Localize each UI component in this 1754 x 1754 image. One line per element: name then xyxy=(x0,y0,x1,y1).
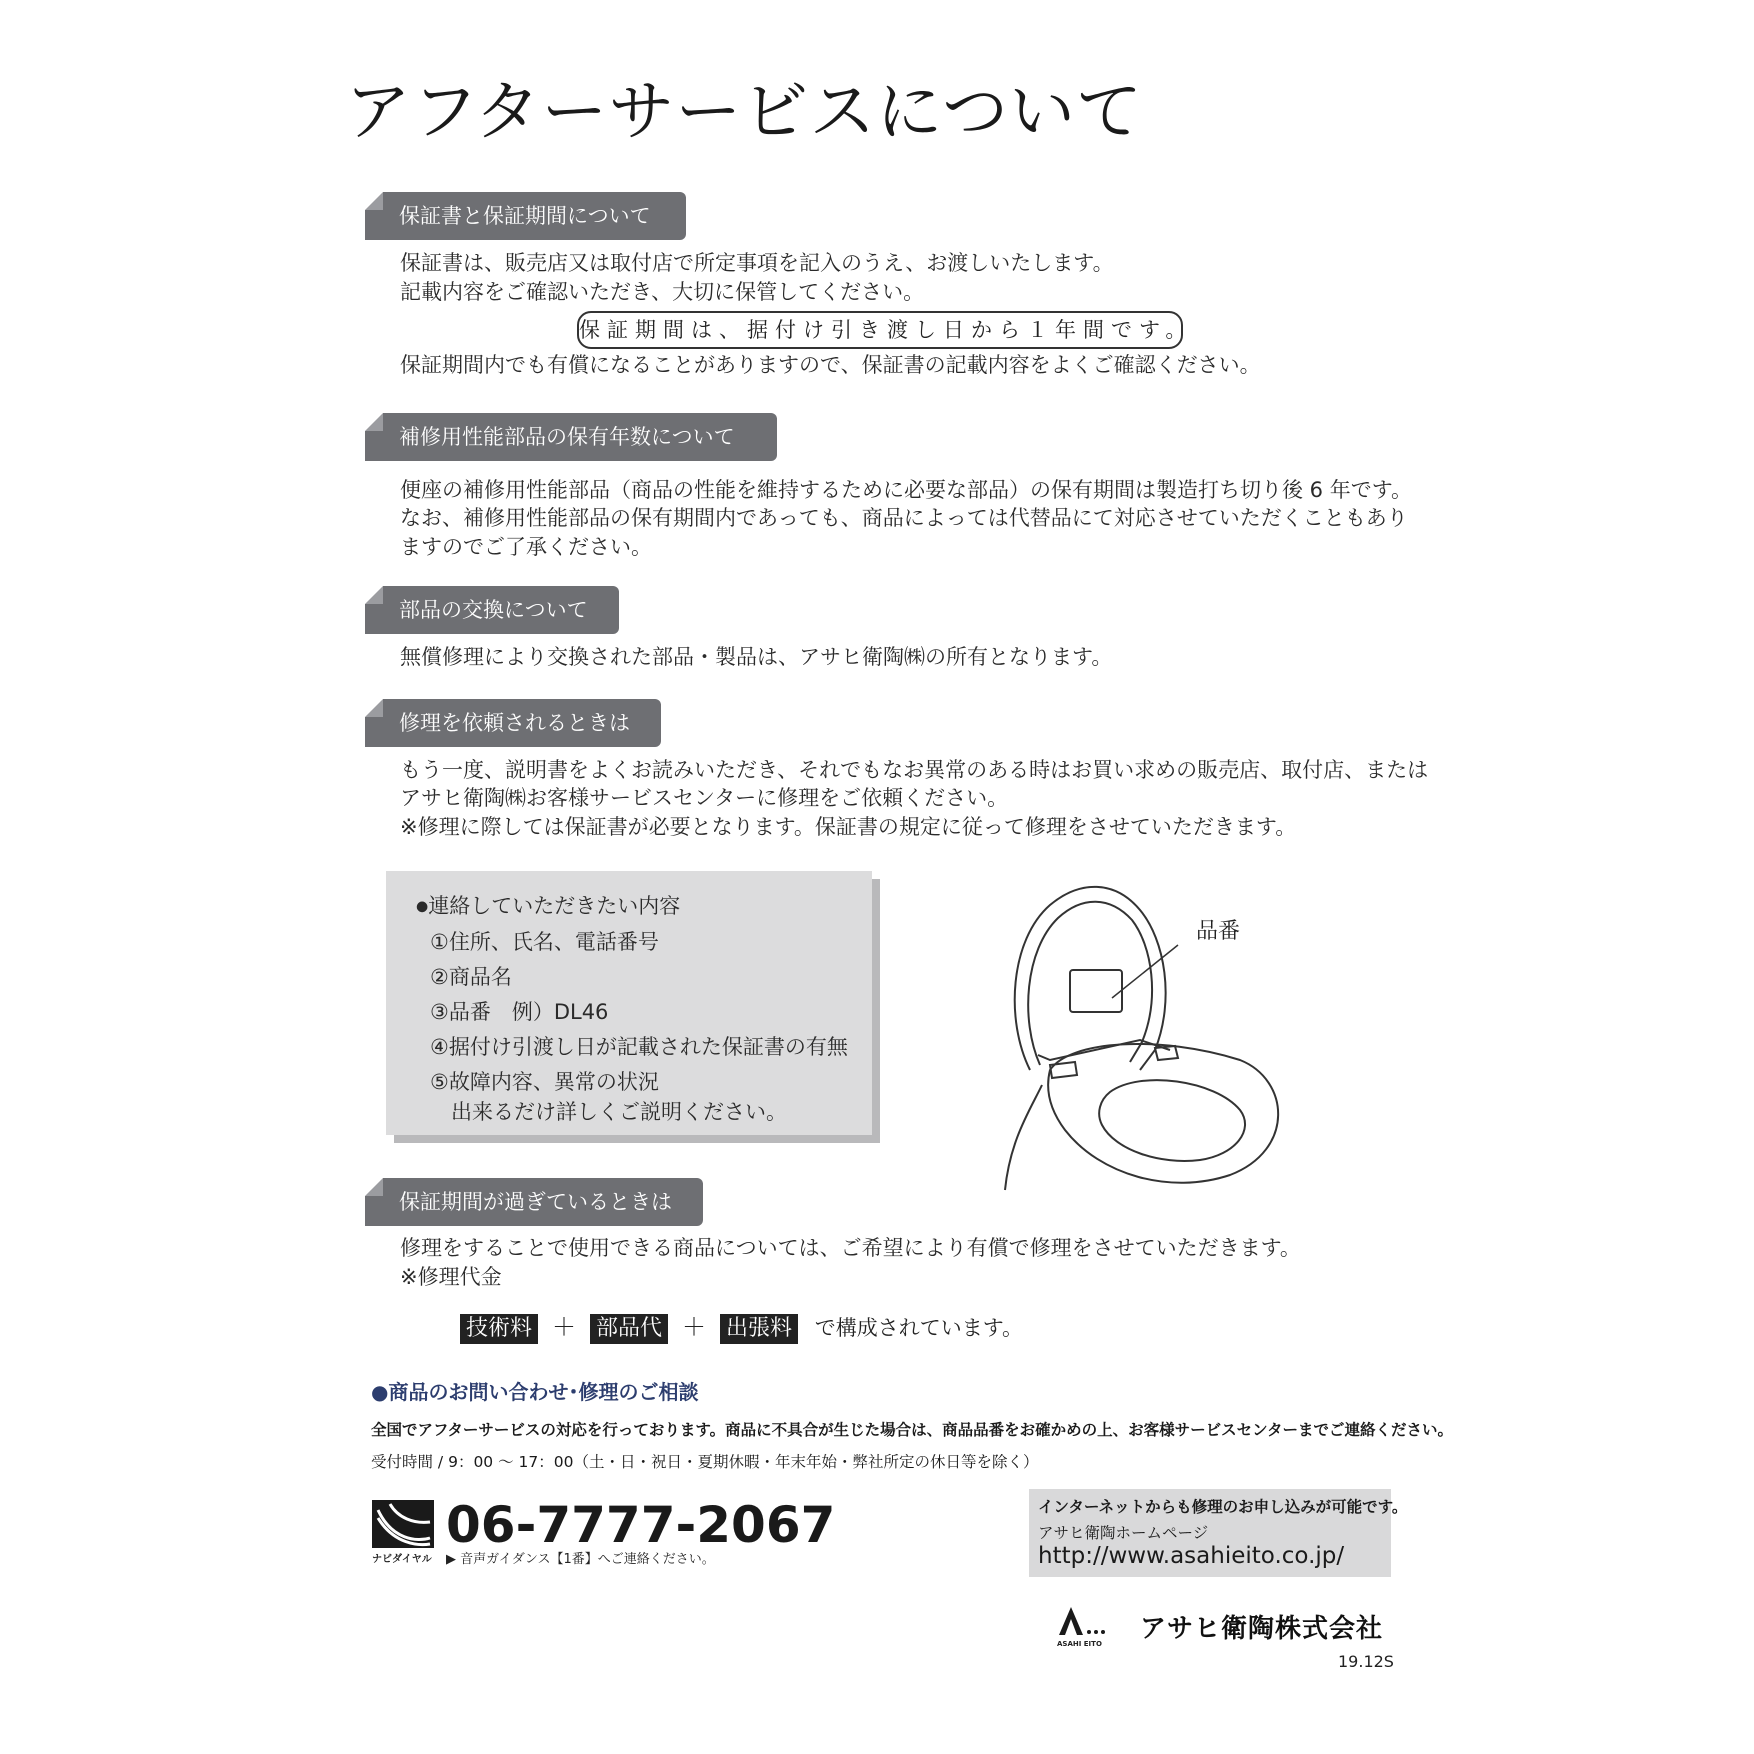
navi-dial-logo-icon xyxy=(372,1500,434,1548)
contact-item: ⑤故障内容、異常の状況 xyxy=(430,1069,659,1094)
section-heading-repair-request: 修理を依頼されるときは xyxy=(365,699,661,747)
contact-box-content: ●連絡していただきたい内容 ①住所、氏名、電話番号 ②商品名 ③品番 例）DL46 ④据付け引渡し日が記載された保証書の有無 ⑤故障内容、異常の状況 出来るだけ詳しくご説明ください。 xyxy=(416,894,848,1124)
warranty-text-1: 保証書は、販売店又は取付店で所定事項を記入のうえ、お渡しいたします。 xyxy=(400,251,1114,275)
section-heading-parts-exchange: 部品の交換について xyxy=(365,586,619,634)
contact-item: ②商品名 xyxy=(430,964,512,989)
inquiry-heading: ●商品のお問い合わせ･修理のご相談 xyxy=(371,1380,699,1404)
repair-cost-formula xyxy=(460,1307,1023,1344)
repair-text-1: もう一度、説明書をよくお読みいただき、それでもなお異常のある時はお買い求めの販売店、取付店、または xyxy=(400,758,1429,782)
web-text-2: アサヒ衛陶ホームページ xyxy=(1038,1524,1209,1542)
warranty-text-2: 記載内容をご確認いただき、大切に保管してください。 xyxy=(400,280,925,304)
website-link[interactable]: http://www.asahieito.co.jp/ xyxy=(1038,1543,1345,1569)
repair-text-2: アサヒ衛陶㈱お客様サービスセンターに修理をご依頼ください。 xyxy=(400,786,1009,810)
phone-number[interactable]: 06-7777-2067 xyxy=(446,1496,836,1554)
warranty-period-box: 保証期間は、据付け引き渡し日から１年間です。 xyxy=(577,311,1183,349)
plus-sign: ＋ xyxy=(552,1313,577,1341)
section-heading-after-warranty: 保証期間が過ぎているときは xyxy=(365,1178,703,1226)
section-heading-parts-retention: 補修用性能部品の保有年数について xyxy=(365,413,777,461)
after-warranty-text-1: 修理をすることで使用できる商品については、ご希望により有償で修理をさせていただきます。 xyxy=(400,1236,1301,1260)
warranty-text-3: 保証期間内でも有償になることがありますので、保証書の記載内容をよくご確認ください。 xyxy=(400,353,1261,377)
cost-suffix: で構成されています。 xyxy=(814,1316,1024,1340)
contact-item: ③品番 例）DL46 xyxy=(430,999,609,1024)
plus-sign: ＋ xyxy=(682,1313,707,1341)
web-text-1: インターネットからも修理のお申し込みが可能です。 xyxy=(1038,1498,1408,1516)
section-heading-warranty: 保証書と保証期間について xyxy=(365,192,686,240)
toilet-seat-illustration xyxy=(990,870,1290,1210)
repair-text-3: ※修理に際しては保証書が必要となります。保証書の規定に従って修理をさせていただきます。 xyxy=(400,815,1297,839)
navi-dial-label: ナビダイヤル xyxy=(372,1554,432,1565)
contact-item: ①住所、氏名、電話番号 xyxy=(430,929,659,954)
document-version: 19.12S xyxy=(1338,1652,1394,1671)
company-logo-text: ASAHI EITO xyxy=(1057,1640,1102,1648)
after-warranty-text-2: ※修理代金 xyxy=(400,1265,502,1289)
cost-tag-technical: 技術料 xyxy=(460,1314,538,1344)
contact-box-title: 連絡していただきたい内容 xyxy=(428,894,681,918)
contact-item: ④据付け引渡し日が記載された保証書の有無 xyxy=(430,1034,848,1059)
inquiry-text-1: 全国でアフターサービスの対応を行っております。商品に不具合が生じた場合は、商品品番をお確かめの上、お客様サービスセンターまでご連絡ください。 xyxy=(371,1421,1454,1439)
exchange-text: 無償修理により交換された部品・製品は、アサヒ衛陶㈱の所有となります。 xyxy=(400,645,1113,669)
part-number-label: 品番 xyxy=(1196,919,1241,944)
cost-tag-travel: 出張料 xyxy=(720,1314,798,1344)
parts-text-2: なお、補修用性能部品の保有期間内であっても、商品によっては代替品にて対応させていただくこともあり xyxy=(400,506,1408,530)
page-title: アフターサービスについて xyxy=(345,73,1144,150)
cost-tag-parts: 部品代 xyxy=(590,1314,668,1344)
company-name: アサヒ衛陶株式会社 xyxy=(1140,1614,1384,1644)
inquiry-hours: 受付時間 / 9：00 ～ 17：00（土・日・祝日・夏期休暇・年末年始・弊社所定の休日等を除く） xyxy=(371,1453,1039,1471)
parts-text-1: 便座の補修用性能部品（商品の性能を維持するために必要な部品）の保有期間は製造打ち切り後 6 年です。 xyxy=(400,478,1413,502)
parts-text-3: ますのでご了承ください。 xyxy=(400,535,652,559)
company-logo-icon xyxy=(1057,1605,1107,1641)
phone-note: ▶ 音声ガイダンス【1番】へご連絡ください。 xyxy=(446,1552,715,1567)
contact-item: 出来るだけ詳しくご説明ください。 xyxy=(430,1099,787,1124)
